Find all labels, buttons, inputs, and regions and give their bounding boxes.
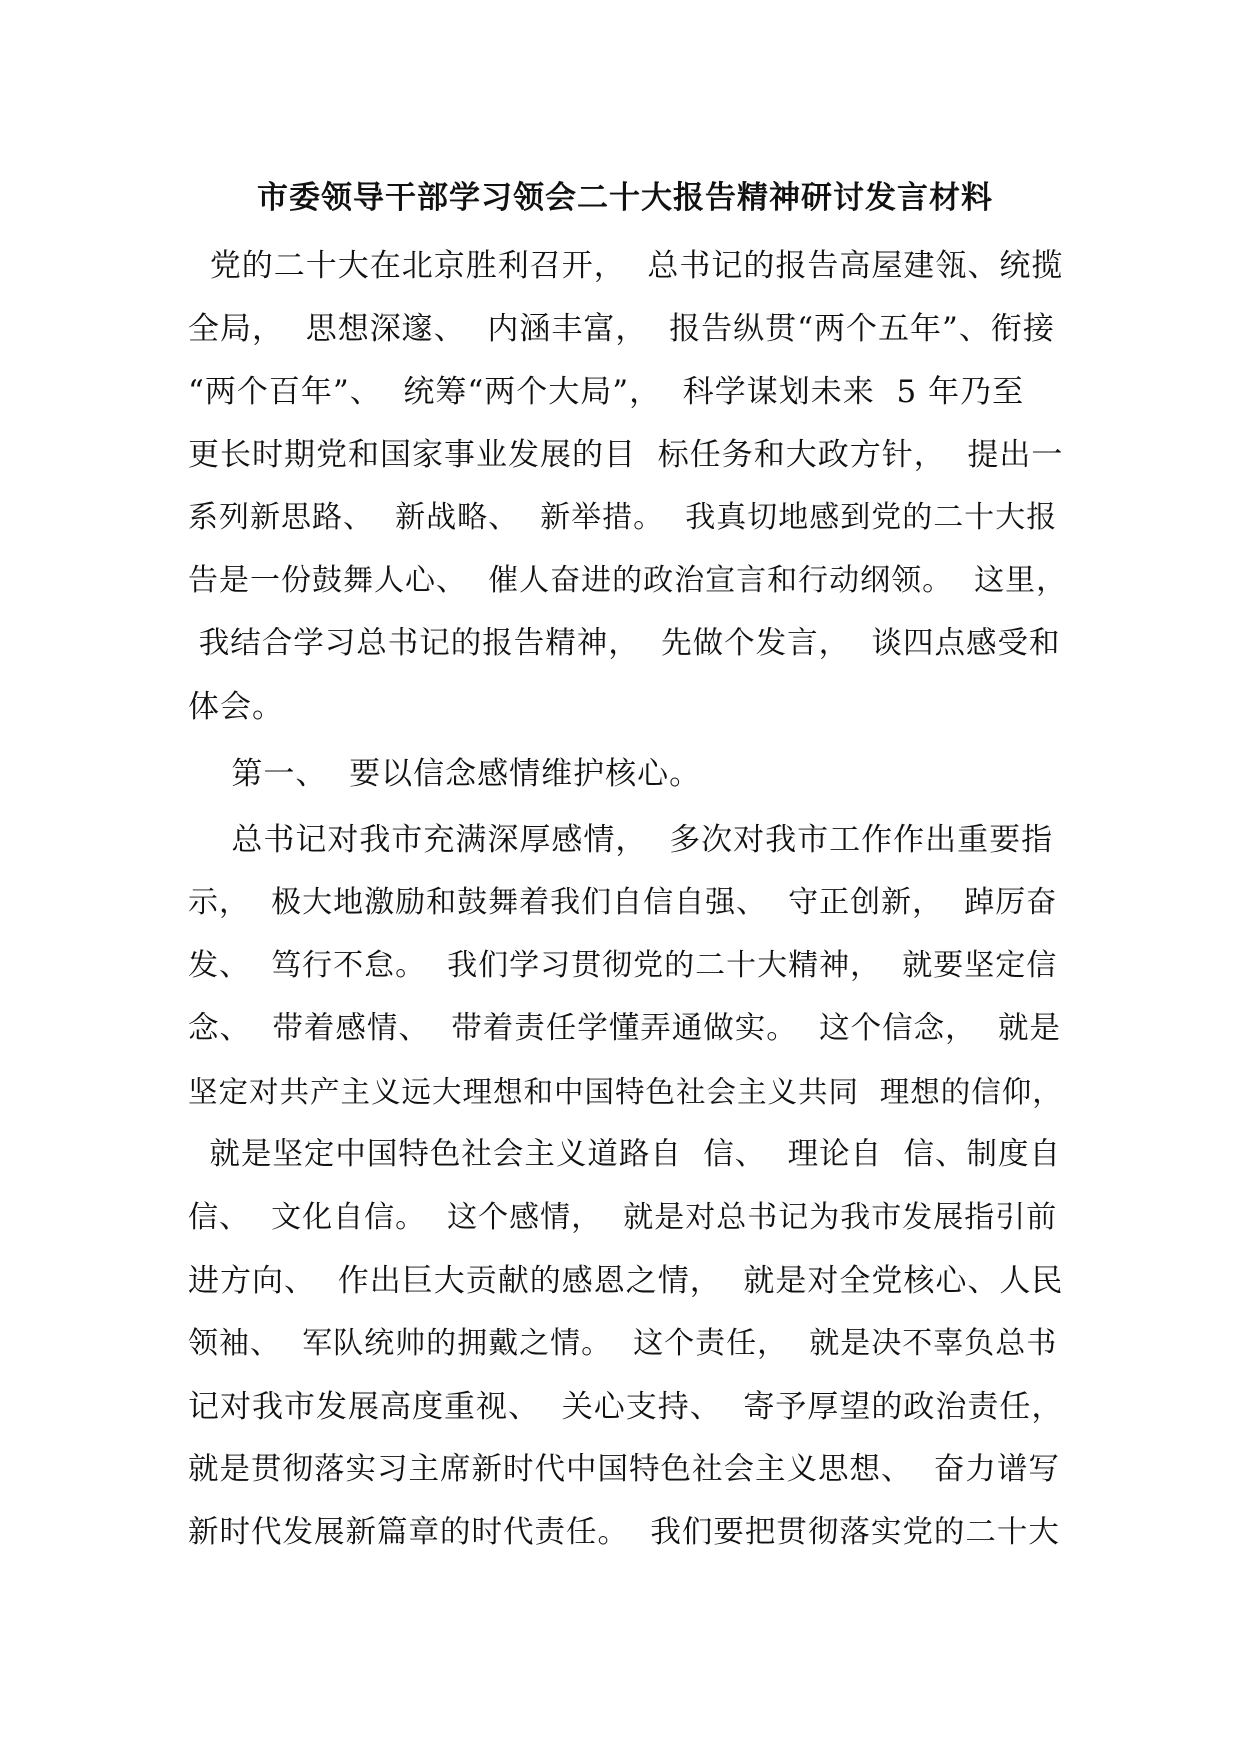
body-line-16: 信、 文化自信。 这个感情， 就是对总书记为我市发展指引前 (188, 1200, 1058, 1235)
body-line-3: “两个百年”、 统筹“两个大局”， 科学谋划未来 5 年乃至 (188, 374, 1025, 410)
body-line-13: 念、 带着感情、 带着责任学懂弄通做实。 这个信念， 就是 (188, 1011, 1062, 1046)
body-line-15: 就是坚定中国特色社会主义道路自 信、 理论自 信、制度自 (188, 1137, 1062, 1172)
body-line-6: 告是一份鼓舞人心、 催人奋进的政治宣言和行动纲领。 这里， (188, 563, 1068, 598)
body-line-17: 进方向、 作出巨大贡献的感恩之情， 就是对全党核心、人民 (188, 1263, 1064, 1299)
body-line-11: 示， 极大地激励和鼓舞着我们自信自强、 守正创新， 踔厉奋 (188, 885, 1058, 920)
document-title: 市委领导干部学习领会二十大报告精神研讨发言材料 (257, 180, 993, 216)
body-line-7: 我结合学习总书记的报告精神， 先做个发言， 谈四点感受和 (188, 626, 1061, 661)
body-line-5: 系列新思路、 新战略、 新举措。 我真切地感到党的二十大报 (188, 500, 1058, 535)
body-line-21: 新时代发展新篇章的时代责任。 我们要把贯彻落实党的二十大 (188, 1515, 1060, 1550)
section-heading-1: 第一、 要以信念感情维护核心。 (188, 756, 702, 792)
body-line-12: 发、 笃行不怠。 我们学习贯彻党的二十大精神， 就要坚定信 (188, 948, 1058, 983)
body-line-8: 体会。 (188, 689, 284, 725)
body-line-1: 党的二十大在北京胜利召开， 总书记的报告高屋建瓴、统揽 (188, 248, 1064, 284)
body-line-18: 领袖、 军队统帅的拥戴之情。 这个责任， 就是决不辜负总书 (188, 1326, 1058, 1361)
body-line-10: 总书记对我市充满深厚感情， 多次对我市工作作出重要指 (188, 822, 1054, 858)
body-line-4: 更长时期党和国家事业发展的目 标任务和大政方针， 提出一 (188, 437, 1064, 473)
body-line-2: 全局， 思想深邃、 内涵丰富， 报告纵贯“两个五年”、衔接 (188, 311, 1055, 347)
body-line-20: 就是贯彻落实习主席新时代中国特色社会主义思想、 奋力谱写 (188, 1452, 1060, 1487)
body-line-19: 记对我市发展高度重视、 关心支持、 寄予厚望的政治责任， (188, 1389, 1064, 1425)
body-line-14: 坚定对共产主义远大理想和中国特色社会主义共同 理想的信仰， (188, 1075, 1063, 1109)
